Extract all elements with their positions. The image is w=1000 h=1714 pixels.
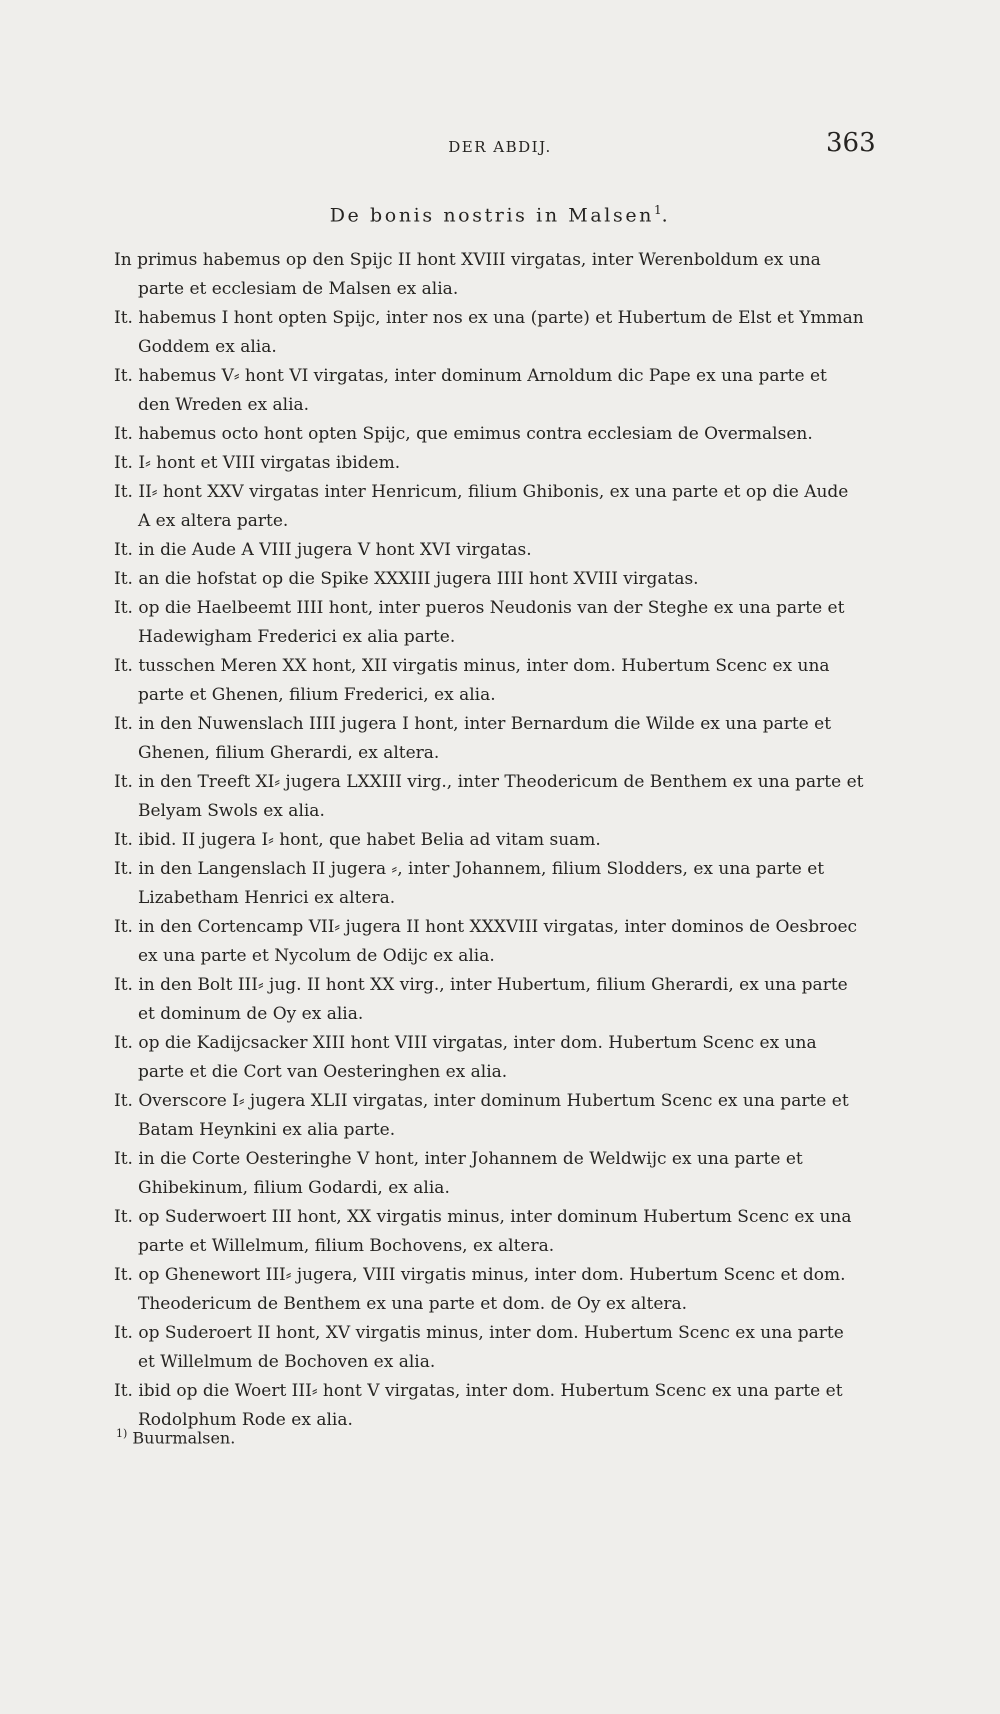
entry: It. in den Treeft XI⸗ jugera LXXIII virg., inter Theodericum de Benthem ex una parte et Belyam Swols ex alia. [114,772,864,821]
entry: It. in den Nuwenslach IIII jugera I hont, inter Bernardum die Wilde ex una parte et Ghenen, filium Gherardi, ex altera. [114,714,832,763]
entry: It. habemus octo hont opten Spijc, que emimus contra ecclesiam de Overmalsen. [114,424,813,444]
footnote-reference: 1 [654,203,662,217]
page-number: 363 [826,128,876,158]
entry: It. op Suderwoert III hont, XX virgatis minus, inter dominum Hubertum Scenc ex una parte et Willelmum, filium Bochovens, ex altera. [114,1207,852,1256]
entry: It. in die Aude A VIII jugera V hont XVI virgatas. [114,540,532,560]
section-title: De bonis nostris in Malsen$^1$. [329,203,671,227]
entry: It. in den Langenslach II jugera ⸗, inter Johannem, filium Slodders, ex una parte et Lizabetham Henrici ex altera. [114,859,825,908]
entry: It. in die Corte Oesteringhe V hont, inter Johannem de Weldwijc ex una parte et Ghibekinum, filium Godardi, ex alia. [114,1149,803,1198]
entry: It. Overscore I⸗ jugera XLII virgatas, inter dominum Hubertum Scenc ex una parte et Batam Heynkini ex alia parte. [114,1091,849,1140]
footnote-text: Buurmalsen. [132,1428,236,1448]
entry: It. op Ghenewort III⸗ jugera, VIII virgatis minus, inter dom. Hubertum Scenc et dom. Theodericum de Benthem ex una parte et dom. de Oy ex altera. [114,1265,846,1314]
entry: It. tusschen Meren XX hont, XII virgatis minus, inter dom. Hubertum Scenc ex una parte et Ghenen, filium Frederici, ex alia. [114,656,830,705]
entry: It. op die Haelbeemt IIII hont, inter pueros Neudonis van der Steghe ex una parte et Hadewigham Frederici ex alia parte. [114,598,845,647]
entry: It. in den Bolt III⸗ jug. II hont XX virg., inter Hubertum, filium Gherardi, ex una parte et dominum de Oy ex alia. [114,975,848,1024]
entry-list [114,246,864,1435]
entry: It. II⸗ hont XXV virgatas inter Henricum, filium Ghibonis, ex una parte et op die Aude A ex altera parte. [114,482,849,531]
entry: It. op die Kadijcsacker XIII hont VIII virgatas, inter dom. Hubertum Scenc ex una parte et die Cort van Oesteringhen ex alia. [114,1033,817,1082]
entry: It. ibid. II jugera I⸗ hont, que habet Belia ad vitam suam. [114,830,601,850]
running-head: DER ABDIJ. [448,138,552,156]
entry: It. habemus V⸗ hont VI virgatas, inter dominum Arnoldum dic Pape ex una parte et den Wreden ex alia. [114,366,827,415]
entry: It. ibid op die Woert III⸗ hont V virgatas, inter dom. Hubertum Scenc ex una parte et Rodolphum Rode ex alia. [114,1381,843,1430]
footnote [116,1427,235,1447]
entry: It. an die hofstat op die Spike XXXIII jugera IIII hont XVIII virgatas. [114,569,699,589]
section-title-text: De bonis nostris in Malsen [329,204,654,227]
entry: It. habemus I hont opten Spijc, inter nos ex una (parte) et Hubertum de Elst et Ymman Goddem ex alia. [114,308,864,357]
entry: It. in den Cortencamp VII⸗ jugera II hont XXXVIII virgatas, inter dominos de Oesbroec ex una parte et Nycolum de Odijc ex alia. [114,917,858,966]
entry: In primus habemus op den Spijc II hont XVIII virgatas, inter Werenboldum ex una parte et ecclesiam de Malsen ex alia. [114,250,821,299]
entry: It. op Suderoert II hont, XV virgatis minus, inter dom. Hubertum Scenc ex una parte et Willelmum de Bochoven ex alia. [114,1323,844,1372]
footnote-mark: 1) [116,1427,128,1440]
entry: It. I⸗ hont et VIII virgatas ibidem. [114,453,401,473]
